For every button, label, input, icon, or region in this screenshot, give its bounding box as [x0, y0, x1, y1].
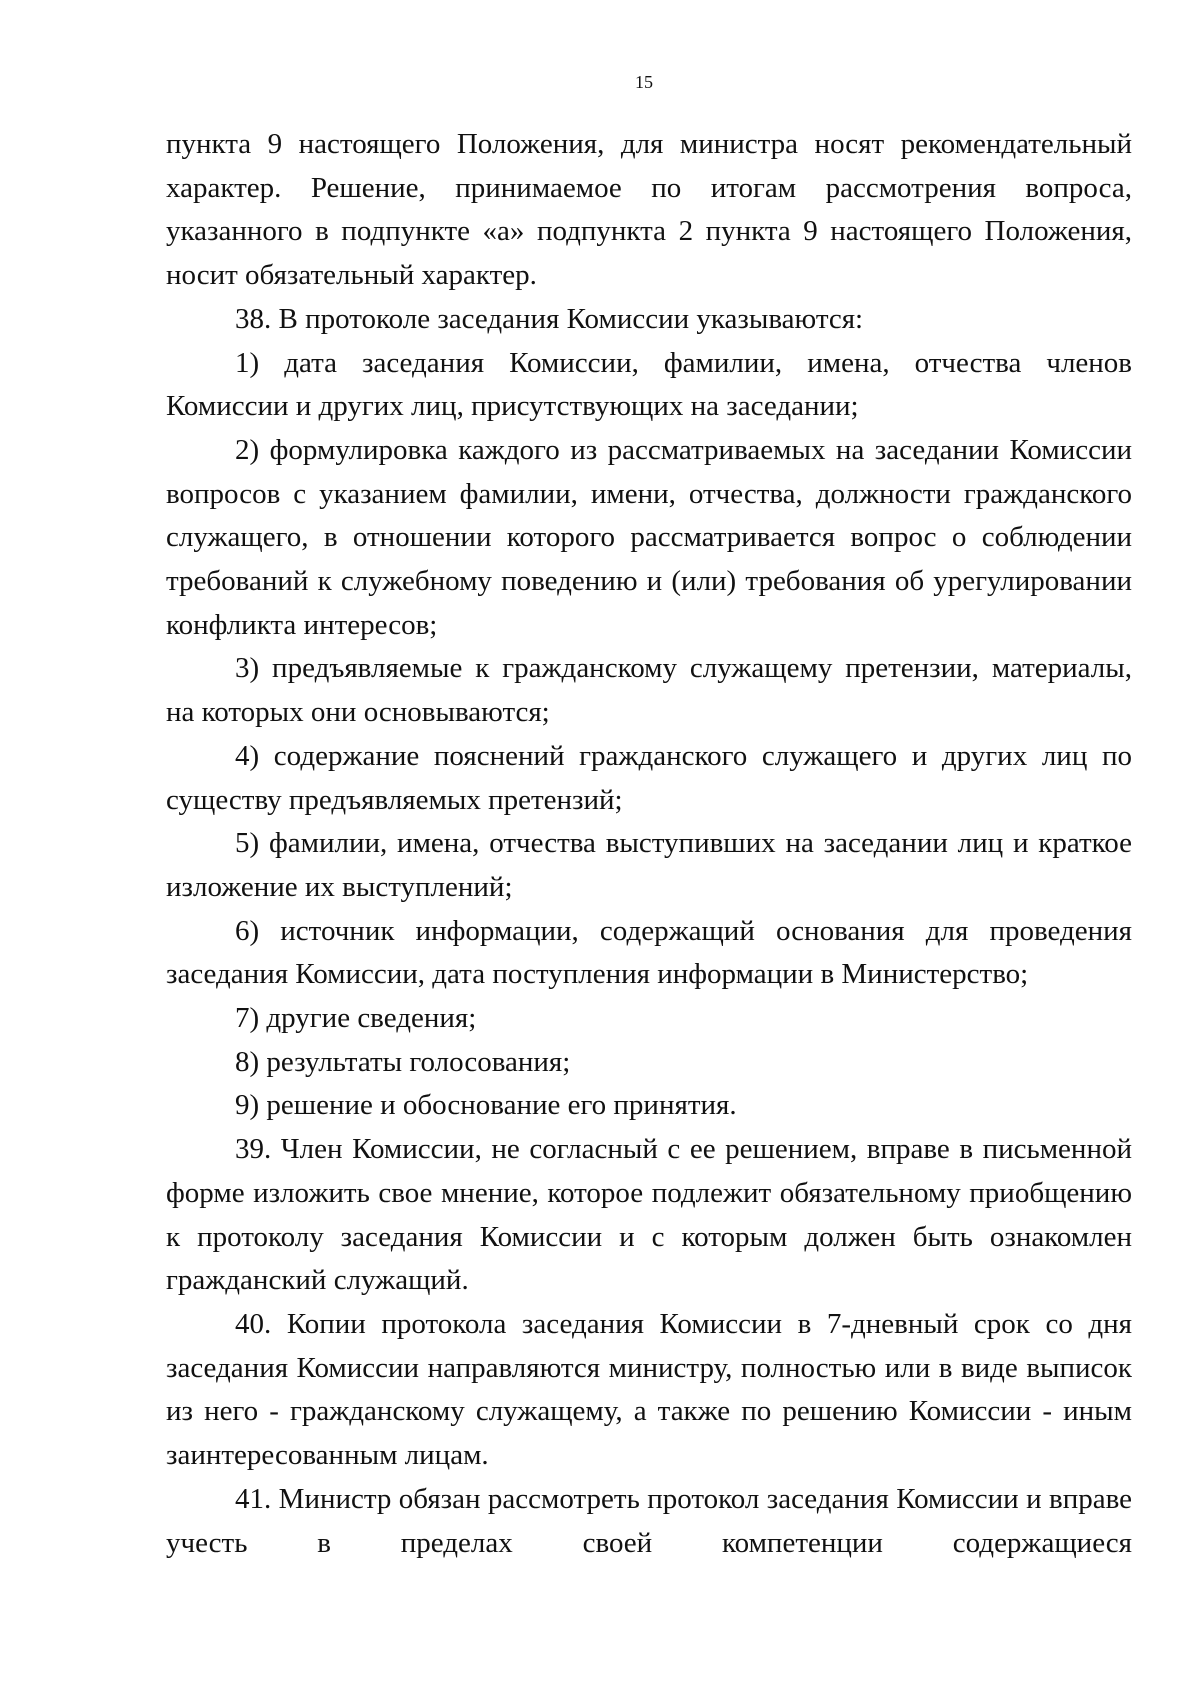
paragraph-item-40: 40. Копии протокола заседания Комиссии в 7-дневный срок со дня заседания Комиссии направляются министру, полностью или в виде выписок из него - гражданскому служащему, а также по решению Комиссии - иным заинтересованным лицам. [166, 1307, 1132, 1472]
paragraph-subitem-2: 2) формулировка каждого из рассматриваемых на заседании Комиссии вопросов с указанием фамилии, имени, отчества, должности гражданского служащего, в отношении которого рассматривается вопрос о соблюдении требований к служебному поведению и (или) требования об урегулировании конфликта интересов; [166, 433, 1132, 641]
paragraph-subitem-8: 8) результаты голосования; [235, 1045, 571, 1078]
paragraph-subitem-3: 3) предъявляемые к гражданскому служащему претензии, материалы, на которых они основываются; [166, 652, 1132, 729]
paragraph-subitem-4: 4) содержание пояснений гражданского служащего и других лиц по существу предъявляемых претензий; [166, 739, 1132, 816]
paragraph-subitem-5: 5) фамилии, имена, отчества выступивших на заседании лиц и краткое изложение их выступлений; [166, 827, 1132, 903]
paragraph-continuation: пункта 9 настоящего Положения, для министра носят рекомендательный характер. Решение, принимаемое по итогам рассмотрения вопроса, указанного в подпункте «а» подпункта 2 пункта 9 настоящего Положения, носит обязательный характер. [166, 128, 1132, 292]
paragraph-subitem-1: 1) дата заседания Комиссии, фамилии, имена, отчества членов Комиссии и других лиц, присутствующих на заседании; [166, 346, 1132, 423]
paragraph-subitem-6: 6) источник информации, содержащий основания для проведения заседания Комиссии, дата поступления информации в Министерство; [166, 914, 1132, 991]
paragraph-subitem-7: 7) другие сведения; [235, 1002, 477, 1035]
paragraph-item-39: 39. Член Комиссии, не согласный с ее решением, вправе в письменной форме изложить свое мнение, которое подлежит обязательному приобщению к протоколу заседания Комиссии и с которым должен быть ознакомлен гражданский служащий. [166, 1133, 1132, 1297]
document-body [166, 123, 1132, 1565]
paragraph-subitem-9: 9) решение и обоснование его принятия. [235, 1089, 737, 1122]
paragraph-item-38: 38. В протоколе заседания Комиссии указываются: [235, 302, 864, 335]
page-number: 15 [635, 72, 653, 92]
paragraph-item-41: 41. Министр обязан рассмотреть протокол заседания Комиссии и вправе учесть в пределах своей компетенции содержащиеся [166, 1482, 1132, 1559]
